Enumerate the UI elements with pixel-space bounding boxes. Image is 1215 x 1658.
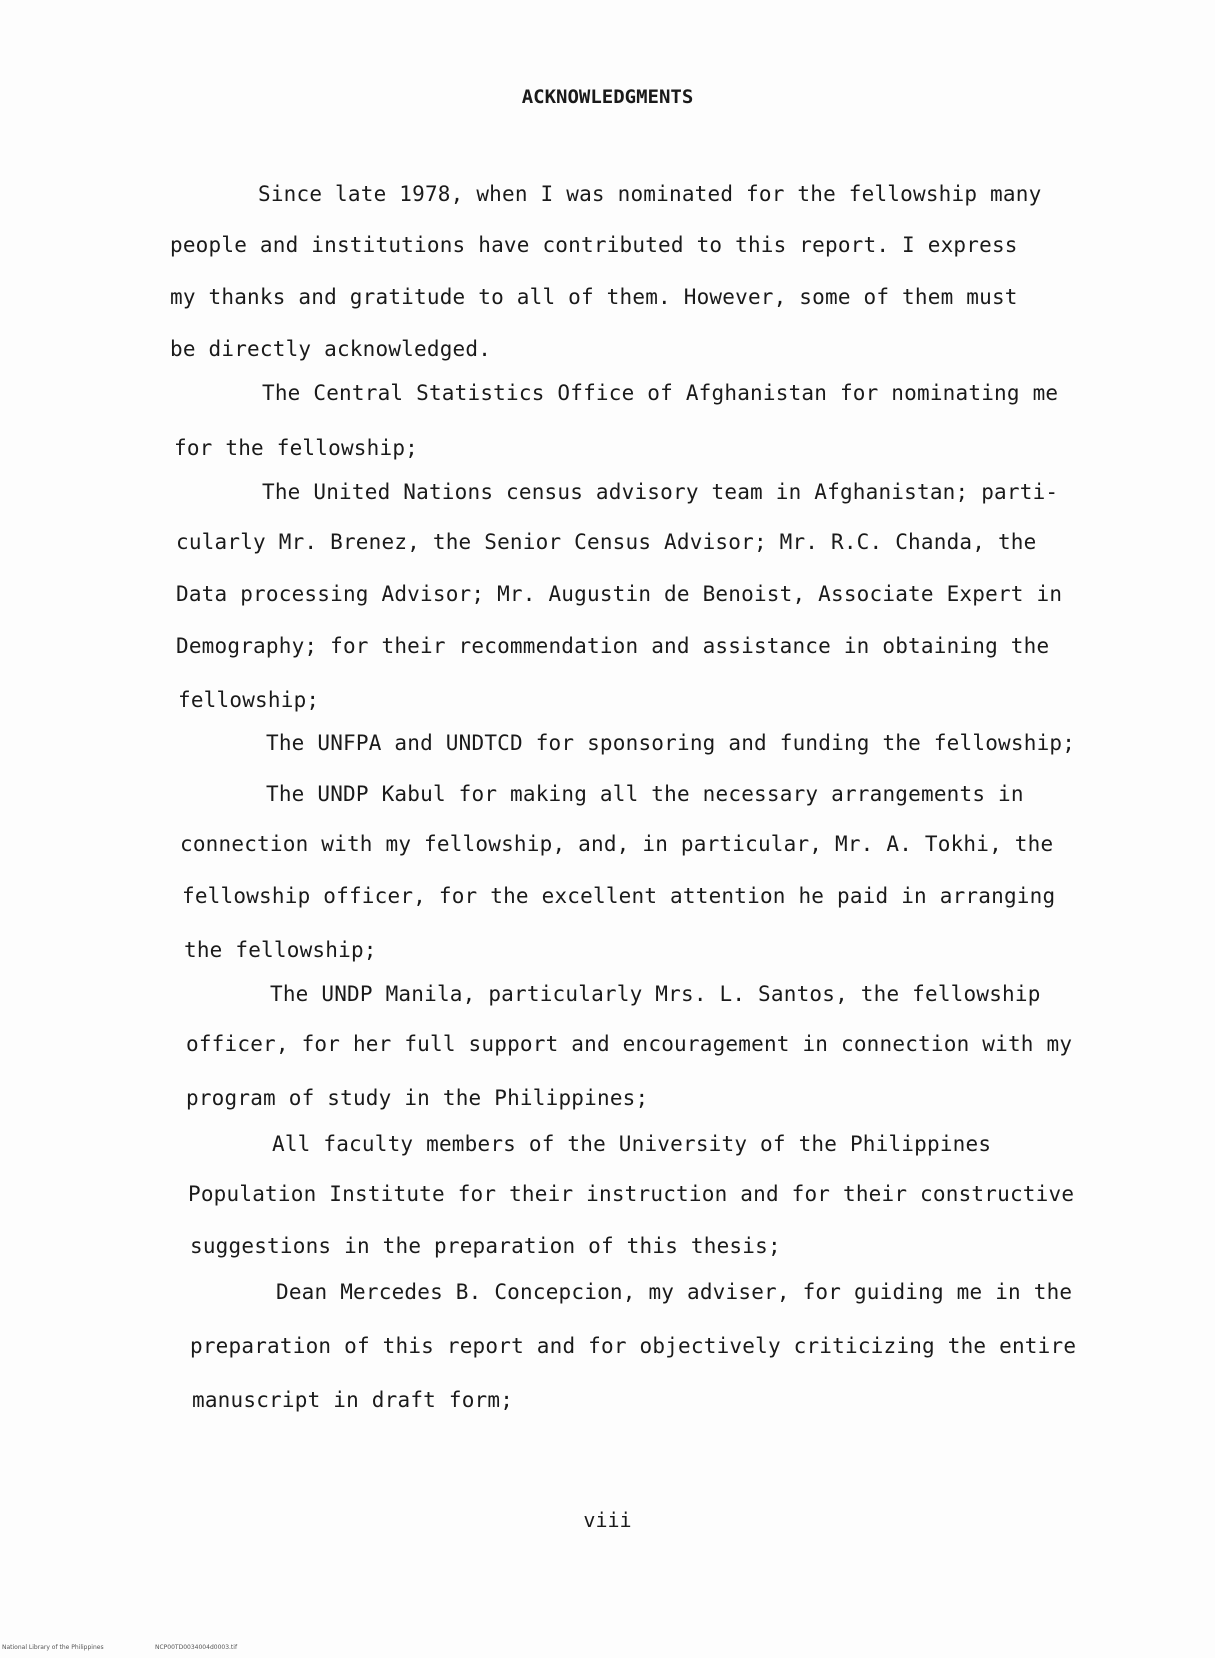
- page-number: viii: [583, 1508, 632, 1532]
- body-line: people and institutions have contributed to this report. I express: [170, 233, 1018, 257]
- body-line: The UNDP Kabul for making all the necessary arrangements in: [266, 782, 1024, 806]
- body-line: Demography; for their recommendation and assistance in obtaining the: [176, 634, 1050, 658]
- body-line: preparation of this report and for objectively criticizing the entire: [190, 1334, 1077, 1358]
- body-line: program of study in the Philippines;: [186, 1086, 649, 1110]
- body-line: The Central Statistics Office of Afghanistan for nominating me: [262, 381, 1059, 405]
- body-line: cularly Mr. Brenez, the Senior Census Advisor; Mr. R.C. Chanda, the: [176, 530, 1037, 554]
- body-line: The UNFPA and UNDTCD for sponsoring and funding the fellowship;: [266, 731, 1076, 755]
- body-line: fellowship officer, for the excellent attention he paid in arranging: [182, 884, 1056, 908]
- body-line: connection with my fellowship, and, in particular, Mr. A. Tokhi, the: [180, 832, 1054, 856]
- body-line: the fellowship;: [184, 938, 377, 962]
- body-line: for the fellowship;: [174, 436, 419, 460]
- body-line: Dean Mercedes B. Concepcion, my adviser, for guiding me in the: [276, 1280, 1073, 1304]
- body-line: be directly acknowledged.: [170, 337, 492, 361]
- body-line: All faculty members of the University of the Philippines: [272, 1132, 992, 1156]
- body-line: Population Institute for their instruction and for their constructive: [188, 1182, 1075, 1206]
- body-line: Data processing Advisor; Mr. Augustin de Benoist, Associate Expert in: [176, 582, 1063, 606]
- body-line: Since late 1978, when I was nominated for the fellowship many: [258, 182, 1042, 206]
- page-title: ACKNOWLEDGMENTS: [521, 86, 694, 108]
- body-line: The UNDP Manila, particularly Mrs. L. Santos, the fellowship: [270, 982, 1041, 1006]
- body-line: The United Nations census advisory team in Afghanistan; parti-: [262, 480, 1059, 504]
- footer-library-label: National Library of the Philippines: [2, 1644, 104, 1651]
- body-line: my thanks and gratitude to all of them. However, some of them must: [170, 285, 1018, 309]
- footer-file-label: NCP00TD0034004d0003.tif: [155, 1644, 238, 1651]
- body-line: suggestions in the preparation of this thesis;: [190, 1234, 781, 1258]
- body-line: manuscript in draft form;: [192, 1388, 514, 1412]
- body-line: officer, for her full support and encouragement in connection with my: [186, 1032, 1073, 1056]
- body-line: fellowship;: [178, 688, 320, 712]
